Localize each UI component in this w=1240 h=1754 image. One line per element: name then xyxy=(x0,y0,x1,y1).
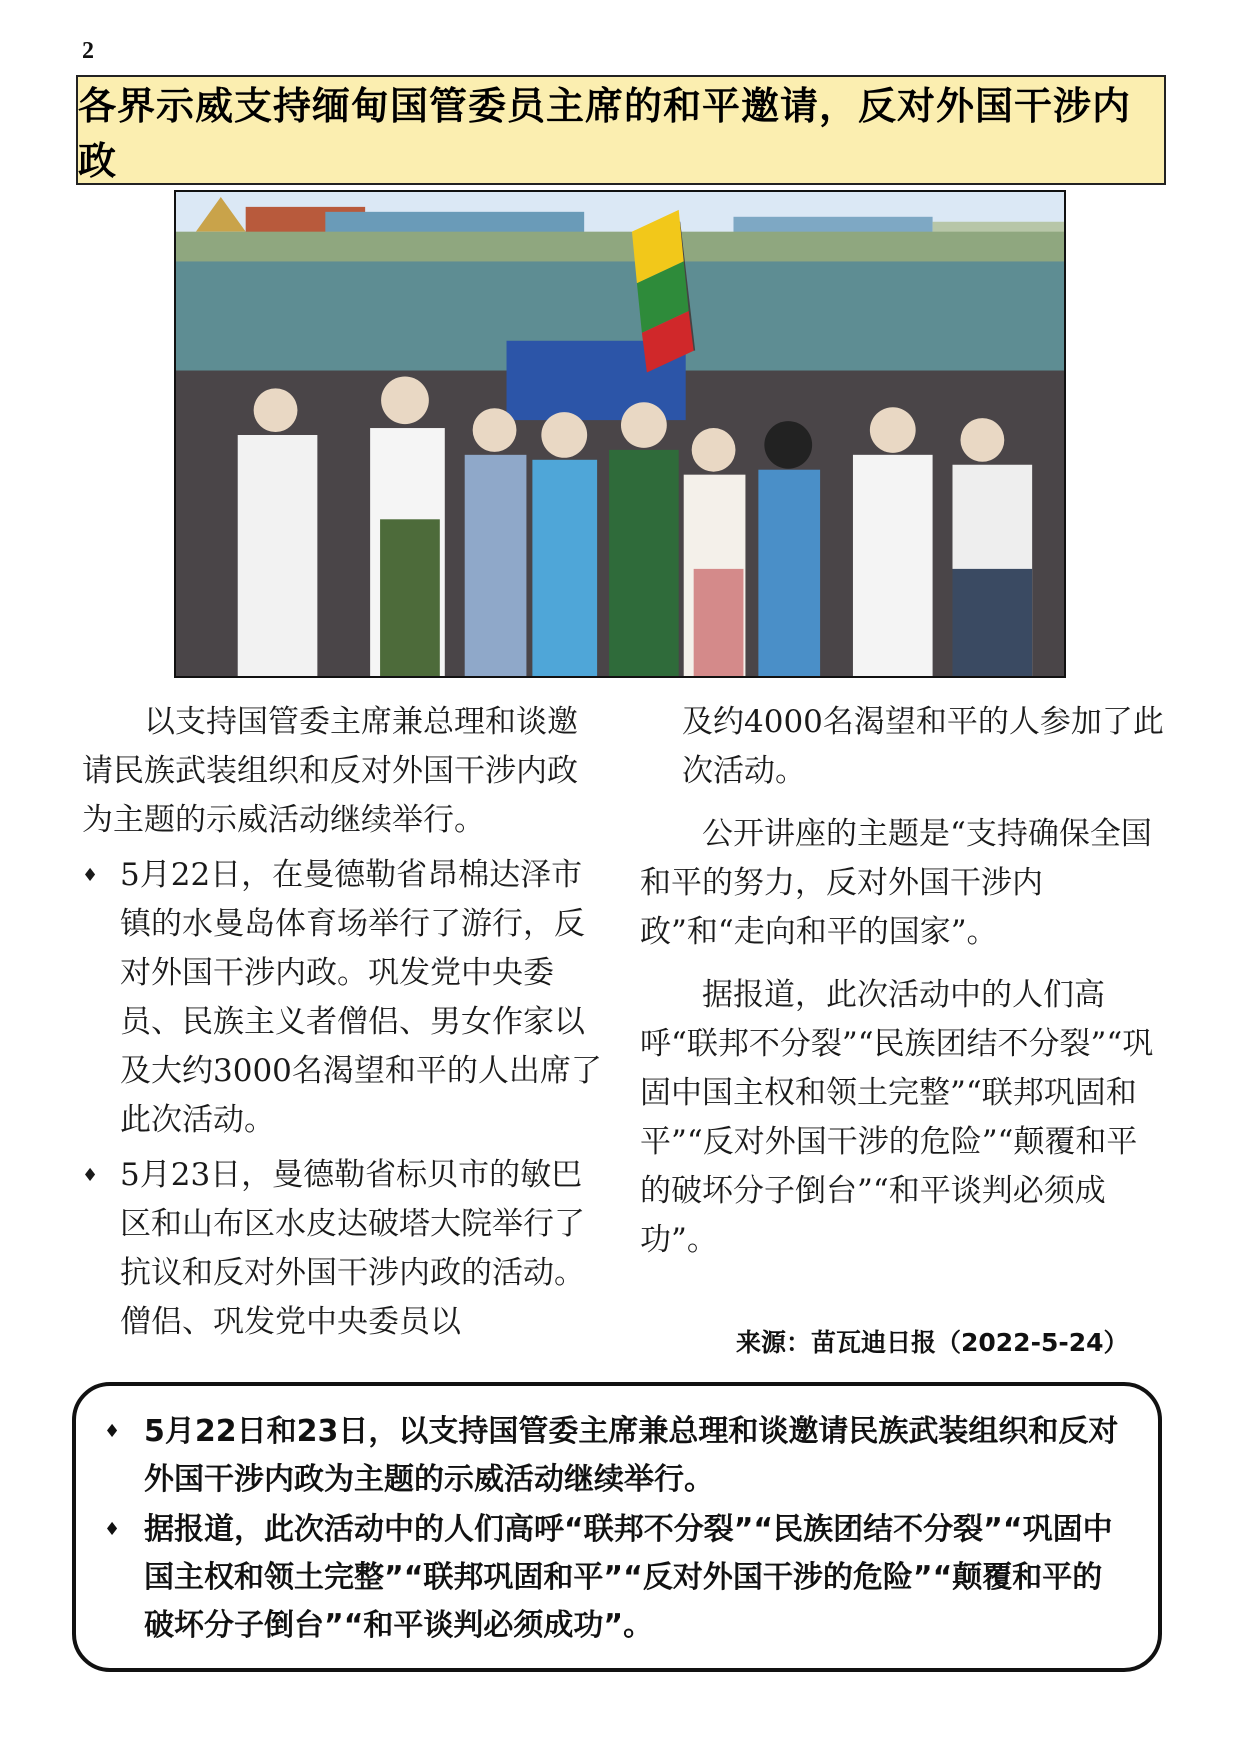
continuation-paragraph: 及约4000名渴望和平的人参加了此次活动。 xyxy=(682,704,1164,789)
lecture-theme-paragraph: 公开讲座的主题是“支持确保全国和平的努力，反对外国干涉内政”和“走向和平的国家”。 xyxy=(640,816,1152,950)
rally-photo-illustration xyxy=(176,192,1064,676)
slogans-paragraph: 据报道，此次活动中的人们高呼“联邦不分裂”“民族团结不分裂”“巩固中国主权和领土完整”“联邦巩固和平”“反对外国干涉的危险”“颠覆和平的破坏分子倒台”“和平谈判必须成功”。 xyxy=(640,977,1154,1258)
bullet-text-may22: 5月22日，在曼德勒省昂棉达泽市镇的水曼岛体育场举行了游行，反对外国干涉内政。巩发党中央委员、民族主义者僧侣、男女作家以及大约3000名渴望和平的人出席了此次活动。 xyxy=(120,857,602,1138)
diamond-bullet-icon: ♦ xyxy=(82,865,99,886)
rally-photo xyxy=(174,190,1066,678)
summary-text-2: 据报道，此次活动中的人们高呼“联邦不分裂”“民族团结不分裂”“巩固中国主权和领土完整”“联邦巩固和平”“反对外国干涉的危险”“颠覆和平的破坏分子倒台”“和平谈判必须成功”。 xyxy=(144,1512,1113,1643)
diamond-bullet-icon: ♦ xyxy=(104,1421,121,1442)
summary-item xyxy=(104,1506,1124,1650)
right-column xyxy=(640,698,1165,1265)
left-column xyxy=(82,698,602,1347)
summary-box xyxy=(72,1382,1162,1672)
title-banner xyxy=(76,75,1166,185)
summary-text-1: 5月22日和23日，以支持国管委主席兼总理和谈邀请民族武装组织和反对外国干涉内政为主题的示威活动继续举行。 xyxy=(144,1414,1119,1497)
article-title: 各界示威支持缅甸国管委员主席的和平邀请，反对外国干涉内政 xyxy=(78,84,1132,183)
bullet-text-may23: 5月23日，曼德勒省标贝市的敏巴区和山布区水皮达破塔大院举行了抗议和反对外国干涉内政的活动。僧侣、巩发党中央委员以 xyxy=(120,1157,585,1340)
diamond-bullet-icon: ♦ xyxy=(104,1519,121,1540)
diamond-bullet-icon: ♦ xyxy=(82,1165,99,1186)
list-item xyxy=(82,1151,602,1347)
list-item xyxy=(82,851,602,1145)
intro-paragraph: 以支持国管委主席兼总理和谈邀请民族武装组织和反对外国干涉内政为主题的示威活动继续举行。 xyxy=(82,704,578,838)
summary-item xyxy=(104,1408,1124,1504)
page-number: 2 xyxy=(82,38,94,64)
source-citation: 来源：苗瓦迪日报（2022-5-24） xyxy=(736,1328,1129,1357)
